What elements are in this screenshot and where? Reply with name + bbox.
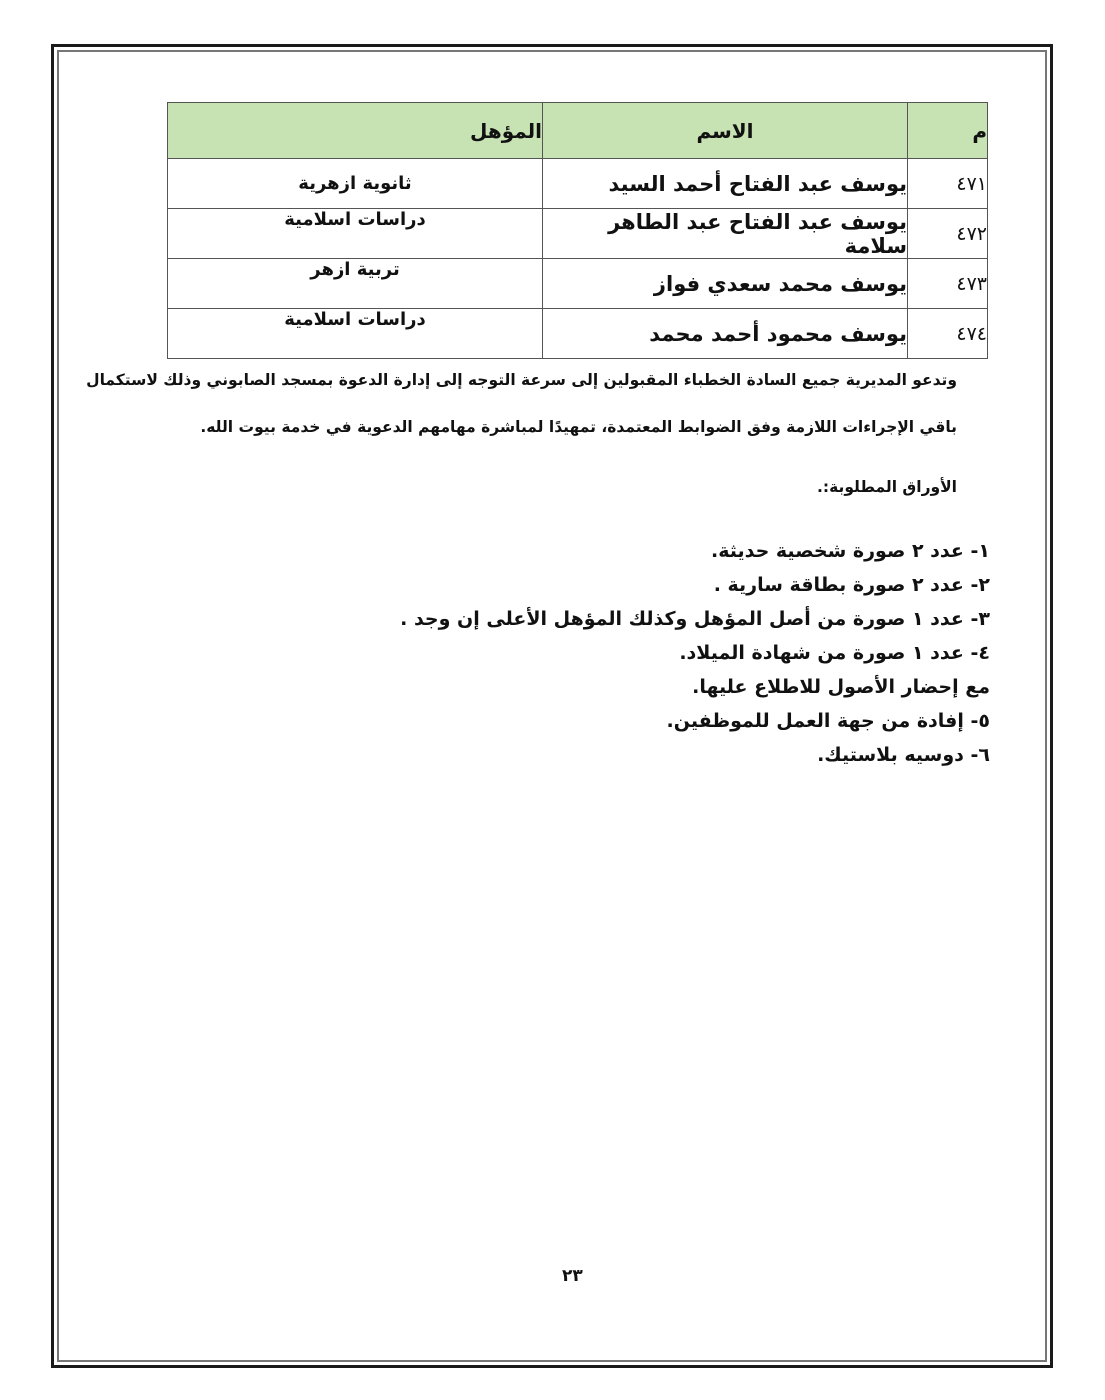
column-header-name: الاسم: [543, 103, 908, 159]
list-item: ١- عدد ٢ صورة شخصية حديثة.: [711, 540, 990, 562]
table-row: [168, 259, 988, 309]
table-row: [168, 309, 988, 359]
row-number: ٤٧٣: [908, 259, 988, 309]
accepted-preachers-table: [167, 102, 988, 359]
table-row: [168, 159, 988, 209]
row-qualification: دراسات اسلامية: [168, 209, 543, 259]
list-item: ٤- عدد ١ صورة من شهادة الميلاد.: [679, 642, 990, 664]
row-number: ٤٧٤: [908, 309, 988, 359]
list-item: ٥- إفادة من جهة العمل للموظفين.: [666, 710, 990, 732]
list-item: مع إحضار الأصول للاطلاع عليها.: [692, 676, 990, 698]
list-item: ٦- دوسيه بلاستيك.: [817, 744, 990, 766]
row-number: ٤٧٢: [908, 209, 988, 259]
row-qualification: دراسات اسلامية: [168, 309, 543, 359]
column-header-number: م: [908, 103, 988, 159]
row-name: يوسف محمود أحمد محمد: [543, 309, 908, 359]
row-qualification: تربية ازهر: [168, 259, 543, 309]
table-row: [168, 209, 988, 259]
required-documents-list: [400, 534, 990, 772]
page-number: ٢٣: [562, 1266, 583, 1286]
notice-line-2: باقي الإجراءات اللازمة وفق الضوابط المعتمدة، تمهيدًا لمباشرة مهامهم الدعوية في خدمة بيوت الله.: [200, 418, 957, 436]
table-header-row: [168, 103, 988, 159]
row-number: ٤٧١: [908, 159, 988, 209]
row-name: يوسف عبد الفتاح عبد الطاهر سلامة: [543, 209, 908, 259]
list-item: ٣- عدد ١ صورة من أصل المؤهل وكذلك المؤهل الأعلى إن وجد .: [400, 608, 990, 630]
list-item: ٢- عدد ٢ صورة بطاقة سارية .: [713, 574, 990, 596]
row-name: يوسف عبد الفتاح أحمد السيد: [543, 159, 908, 209]
required-documents-heading: الأوراق المطلوبة:.: [817, 478, 957, 496]
row-qualification: ثانوية ازهرية: [168, 159, 543, 209]
notice-line-1: وتدعو المديرية جميع السادة الخطباء المقبولين إلى سرعة التوجه إلى إدارة الدعوة بمسجد الصابوني وذلك لاستكمال: [86, 371, 957, 389]
row-name: يوسف محمد سعدي فواز: [543, 259, 908, 309]
column-header-qualification: المؤهل: [168, 103, 543, 159]
